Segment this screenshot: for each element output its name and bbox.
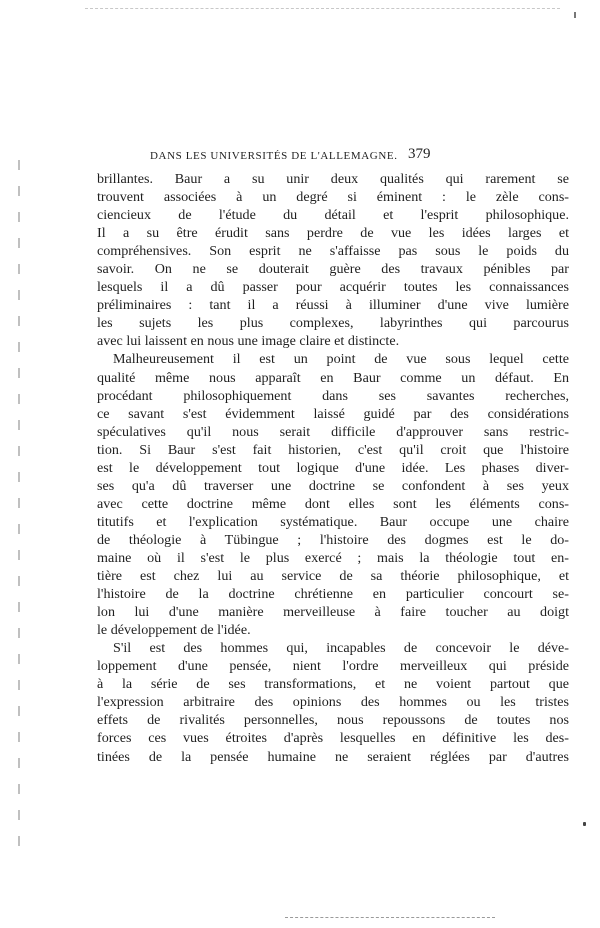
text-line: préliminaires : tant il a réussi à illuminer d'une vive lumière <box>97 297 569 314</box>
scan-margin-marks <box>18 160 20 860</box>
text-line: forces ces vues étroites d'après lesquelles en définitive les des- <box>97 730 569 747</box>
text-line: spéculatives qu'il nous serait difficile d'approuver sans restric- <box>97 423 569 440</box>
text-line: ses qu'a dû traverser une doctrine se confondent à ses yeux <box>97 477 569 494</box>
text-line: maine où il s'est le plus exercé ; mais la théologie tout en- <box>97 549 569 566</box>
text-line: loppement d'une pensée, nient l'ordre merveilleux qui préside <box>97 658 569 675</box>
text-line: tière est chez lui au service de sa théorie philosophique, et <box>97 568 569 585</box>
text-line: brillantes. Baur a su unir deux qualités qui rarement se <box>97 171 569 187</box>
text-line: avec cette doctrine même dont elles sont les éléments cons- <box>97 495 569 512</box>
text-line: effets de rivalités personnelles, nous repoussons de toutes nos <box>97 712 569 729</box>
text-line: qualité même nous apparaît en Baur comme un défaut. En <box>97 369 569 386</box>
text-line: procédant philosophiquement dans ses savantes recherches, <box>97 387 569 404</box>
text-line: de théologie à Tübingue ; l'histoire des dogmes est le do- <box>97 531 569 548</box>
paragraph-start-line: S'il est des hommes qui, incapables de concevoir le déve- <box>113 640 569 657</box>
text-line: à la série de ses transformations, et ne voient partout que <box>97 676 569 693</box>
running-header: DANS LES UNIVERSITÉS DE L'ALLEMAGNE. <box>150 150 398 162</box>
text-line: lesquels il a dû passer pour acquérir toutes les connaissances <box>97 279 569 296</box>
text-line: ciencieux de l'étude du détail et l'esprit philosophique. <box>97 207 569 224</box>
text-line: est le développement tout logique d'une idée. Les phases diver- <box>97 459 569 476</box>
text-line: ce savant s'est évidemment laissé guidé par des considérations <box>97 405 569 422</box>
body-text <box>97 170 569 766</box>
scan-top-rule <box>85 8 560 9</box>
scan-bottom-rule <box>285 917 495 918</box>
text-line: Il a su être érudit sans perdre de vue les idées larges et <box>97 225 569 242</box>
text-line: savoir. On ne se douterait guère des travaux pénibles par <box>97 261 569 278</box>
scan-speck <box>574 12 576 18</box>
text-line: l'histoire de la doctrine chrétienne en particulier concourt se- <box>97 586 569 603</box>
scan-speck <box>583 822 586 826</box>
text-line: lon lui d'une manière merveilleuse à faire toucher au doigt <box>97 604 569 621</box>
text-line: compréhensives. Son esprit ne s'affaisse pas sous le poids du <box>97 243 569 260</box>
text-line: l'expression arbitraire des opinions des hommes ou les tristes <box>97 694 569 711</box>
text-line: tion. Si Baur s'est fait historien, c'est qu'il croit que l'histoire <box>97 441 569 458</box>
text-line: les sujets les plus complexes, labyrinthes qui parcourus <box>97 315 569 332</box>
text-line: titutifs et l'explication systématique. Baur occupe une chaire <box>97 513 569 530</box>
page-number: 379 <box>408 146 431 162</box>
text-line: tinées de la pensée humaine ne seraient réglées par d'autres <box>97 748 569 765</box>
paragraph-start-line: Malheureusement il est un point de vue sous lequel cette <box>113 351 569 368</box>
text-line: trouvent associées à un degré si éminent : le zèle cons- <box>97 189 569 206</box>
text-line: le développement de l'idée. <box>97 622 251 639</box>
text-line: avec lui laissent en nous une image claire et distincte. <box>97 333 400 350</box>
